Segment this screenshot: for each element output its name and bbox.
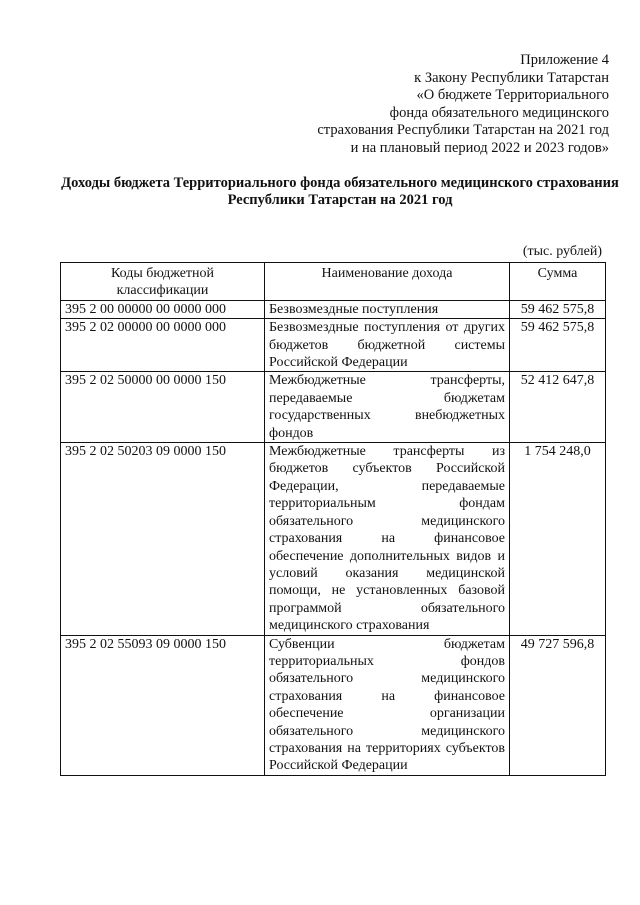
- appendix-reference: [249, 52, 609, 157]
- row-sum: 59 462 575,8: [510, 300, 606, 318]
- row-name: Безвозмездные поступления: [265, 300, 510, 318]
- row-name: Безвозмездные поступления от других бюджетов бюджетной системы Российской Федерации: [265, 319, 510, 372]
- row-name: Субвенции бюджетам территориальных фондов обязательного медицинского страхования на финансовое обеспечение организации обязательного медицинского страхования на территориях субъектов Российской Федерации: [265, 635, 510, 775]
- table-header-row: [61, 263, 606, 301]
- income-table: [60, 262, 606, 776]
- row-name: Межбюджетные трансферты, передаваемые бюджетам государственных внебюджетных фондов: [265, 372, 510, 443]
- row-code: 395 2 02 00000 00 0000 000: [61, 319, 265, 372]
- document-title: Доходы бюджета Территориального фонда обязательного медицинского страхования Республики Татарстан на 2021 год: [61, 175, 619, 208]
- appendix-line: страхования Республики Татарстан на 2021 год: [317, 122, 609, 138]
- row-sum: 49 727 596,8: [510, 635, 606, 775]
- appendix-line: Приложение 4: [520, 52, 609, 68]
- appendix-line: фонда обязательного медицинского: [389, 104, 609, 121]
- appendix-line: и на плановый период 2022 и 2023 годов»: [350, 139, 609, 156]
- header-codes: Коды бюджетной классификации: [61, 263, 265, 301]
- row-code: 395 2 02 50203 09 0000 150: [61, 443, 265, 635]
- row-code: 395 2 00 00000 00 0000 000: [61, 300, 265, 318]
- table-row: [61, 443, 606, 635]
- units-label: (тыс. рублей): [522, 244, 602, 259]
- header-name: Наименование дохода: [265, 263, 510, 301]
- table-row: [61, 300, 606, 318]
- table-row: [61, 635, 606, 775]
- row-sum: 52 412 647,8: [510, 372, 606, 443]
- table-row: [61, 372, 606, 443]
- header-sum: Сумма: [510, 263, 606, 301]
- table-row: [61, 319, 606, 372]
- row-code: 395 2 02 50000 00 0000 150: [61, 372, 265, 443]
- appendix-line: к Закону Республики Татарстан: [414, 69, 609, 86]
- appendix-line: «О бюджете Территориального: [416, 87, 609, 103]
- row-name: Межбюджетные трансферты из бюджетов субъектов Российской Федерации, передаваемые территориальным фондам обязательного медицинского страхования на финансовое обеспечение дополнительных видов и условий оказания медицинской помощи, не установленных базовой программой обязательного медицинского страхования: [265, 443, 510, 635]
- row-code: 395 2 02 55093 09 0000 150: [61, 635, 265, 775]
- row-sum: 1 754 248,0: [510, 443, 606, 635]
- row-sum: 59 462 575,8: [510, 319, 606, 372]
